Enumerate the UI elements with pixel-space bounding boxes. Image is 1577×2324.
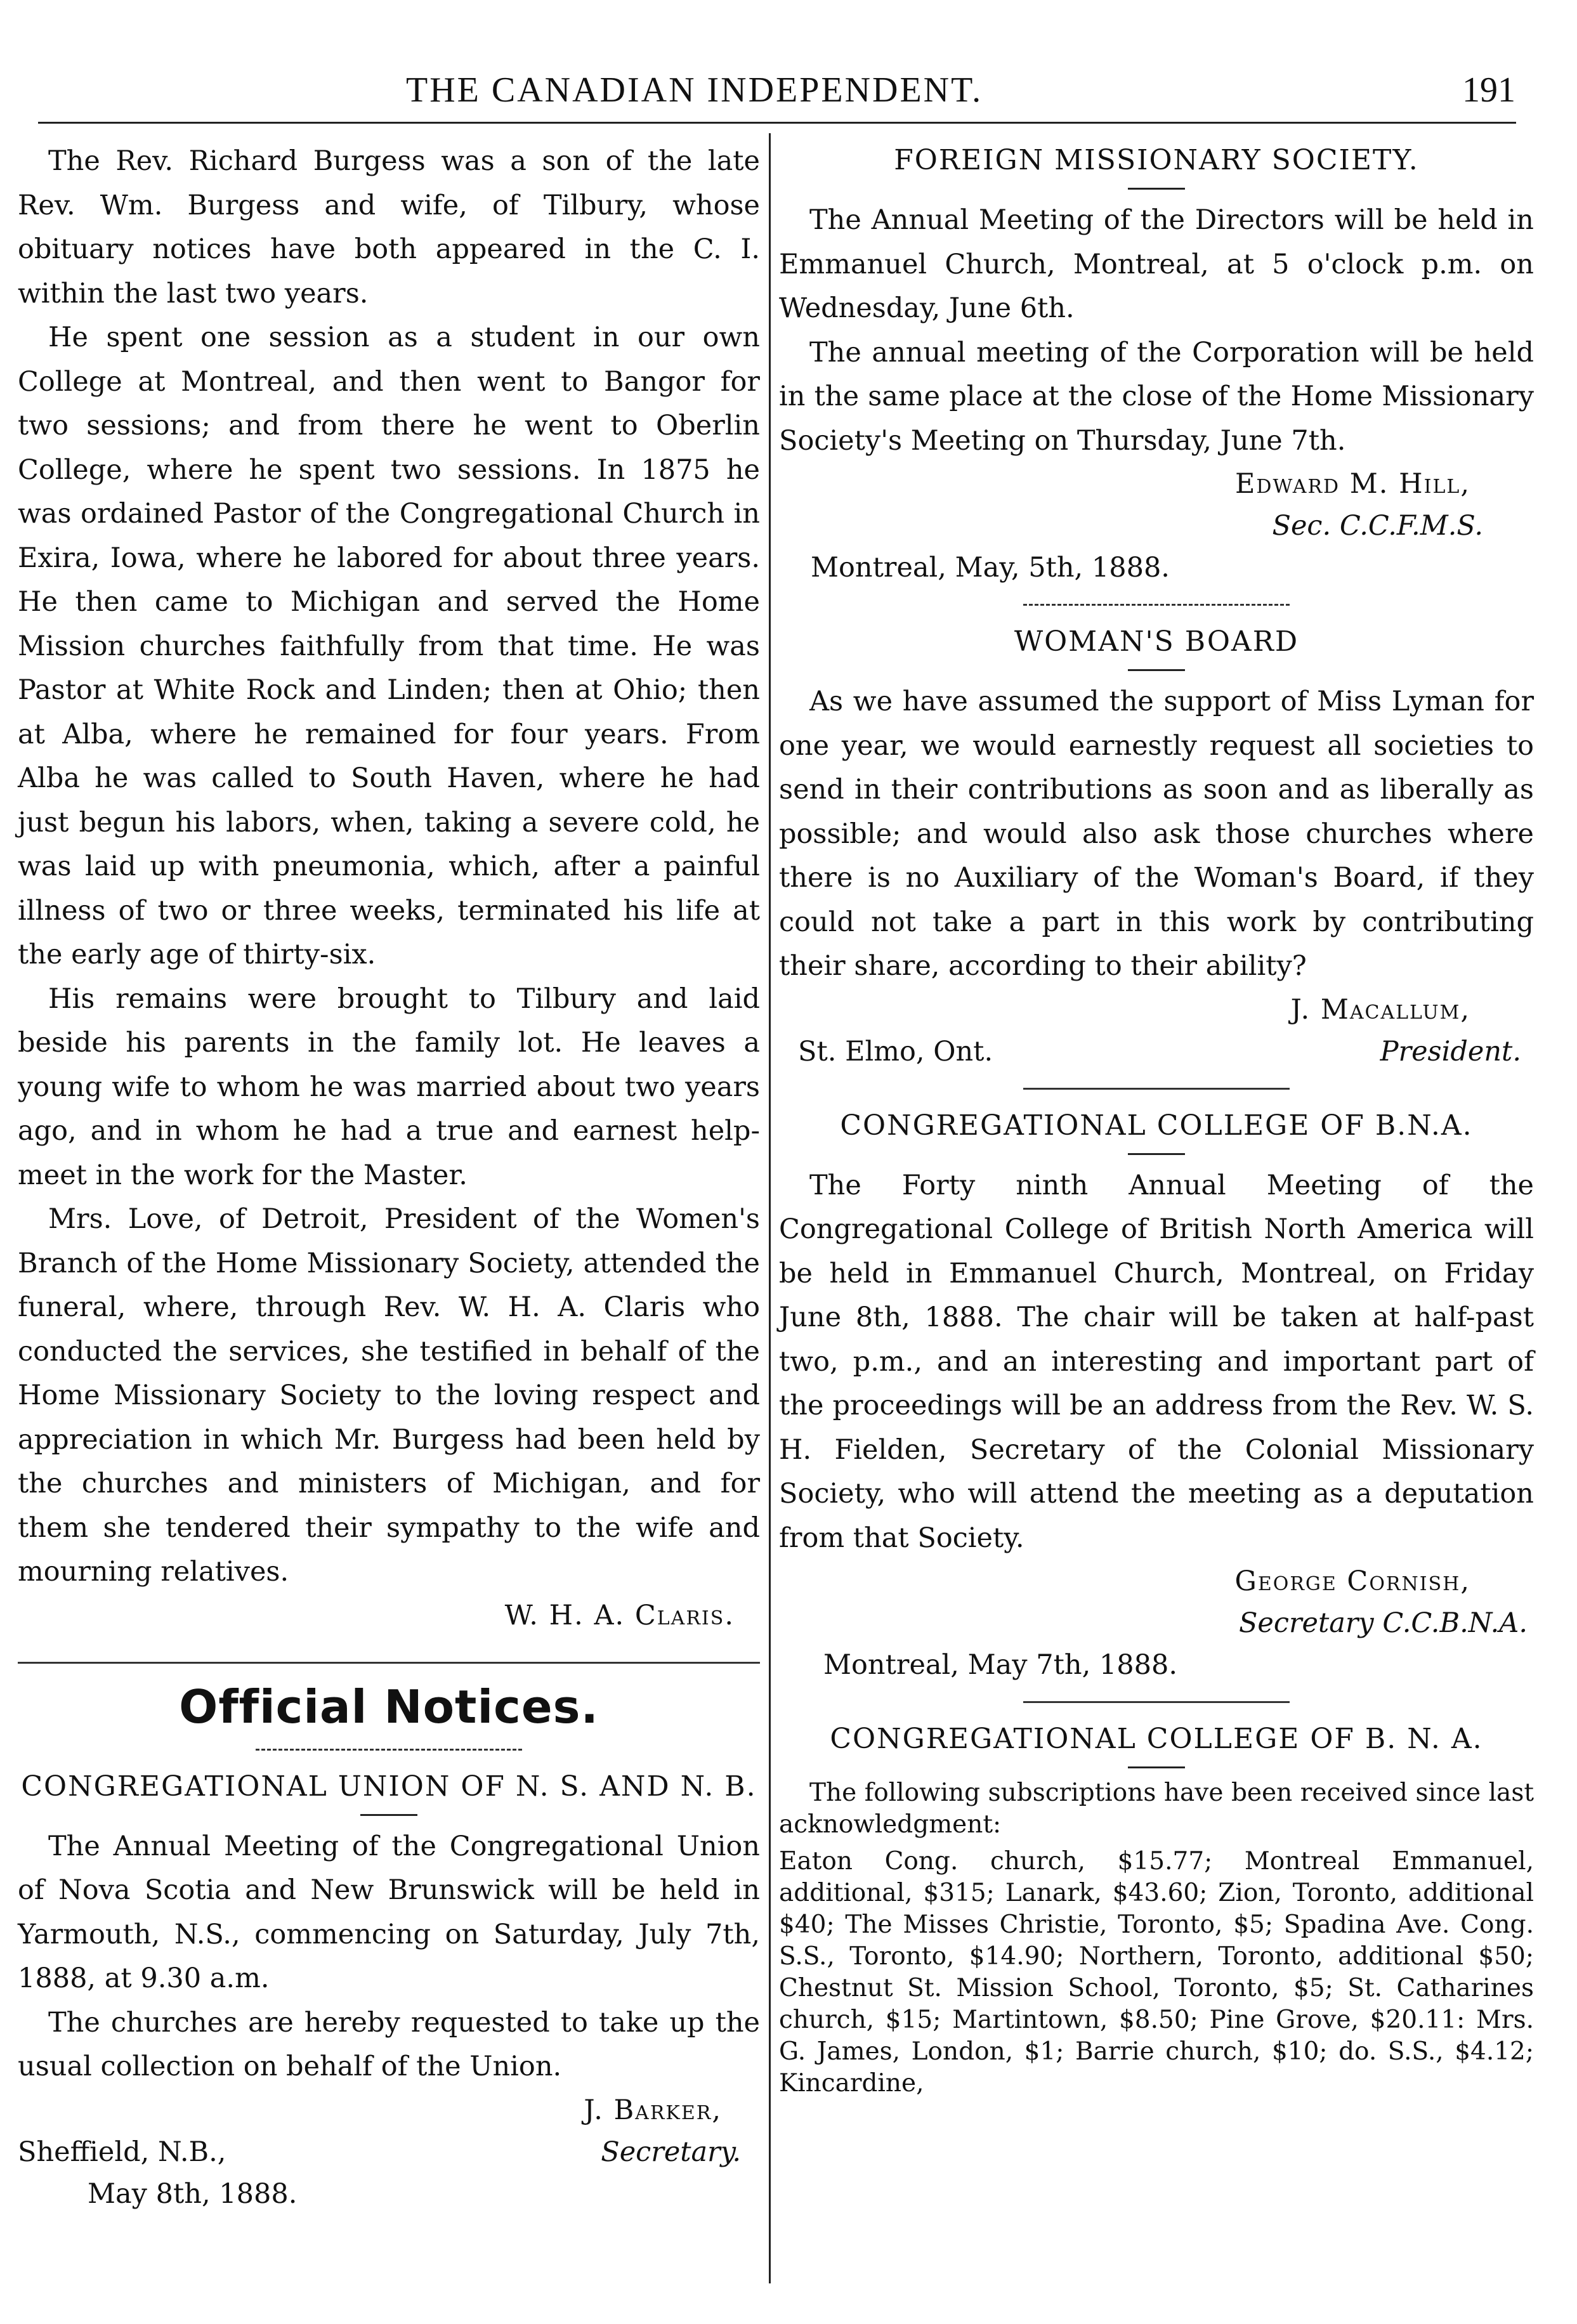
section-rule: [18, 1662, 760, 1664]
heading-rule: [360, 1814, 417, 1816]
union-secretary-title: Secretary.: [601, 2136, 741, 2168]
heading-rule: [1128, 1766, 1185, 1768]
foreign-secretary-title: Sec. C.C.F.M.S.: [1272, 510, 1483, 542]
subscriptions-list: Eaton Cong. church, $15.77; Montreal Emmanuel, additional, $315; Lanark, $43.60; Zion, Toronto, additional $40; The Misses Christie, Toronto, $5; Spadina Ave. Cong. S.S., Toronto, $14.90; Northern, Toronto, additional $50; Chestnut St. Mission School, Toronto, $5; St. Catharines church, $15; Martintown, $8.50; Pine Grove, $20.11: Mrs. G. James, London, $1; Barrie church, $10; do. S.S., $4.12; Kincardine,: [779, 1847, 1534, 2098]
foreign-paragraph-1: The Annual Meeting of the Directors will be held in Emmanuel Church, Montreal, at 5 o'clock p.m. on Wednesday, June 6th.: [779, 204, 1534, 324]
foreign-date: Montreal, May, 5th, 1888.: [811, 552, 1170, 584]
foreign-paragraph-2: The annual meeting of the Corporation will be held in the same place at the close of the Home Missionary Society's Meeting on Thursday, June 7th.: [779, 336, 1534, 457]
union-signature: J. Barker,: [584, 2094, 722, 2126]
womans-board-place: St. Elmo, Ont.: [798, 1035, 993, 1067]
union-signoff-row: [18, 2131, 760, 2173]
foreign-missionary-heading: FOREIGN MISSIONARY SOCIETY.: [894, 144, 1419, 176]
womans-board-signoff-row: [779, 1031, 1534, 1073]
heading-rule: [1128, 188, 1185, 190]
section-rule: [1023, 1701, 1290, 1703]
foreign-signature: Edward M. Hill,: [1235, 468, 1470, 500]
column-divider: [769, 133, 771, 2283]
union-heading: CONGREGATIONAL UNION OF N. S. AND N. B.: [21, 1770, 757, 1803]
college-secretary-title: Secretary C.C.B.N.A.: [1238, 1607, 1528, 1639]
obituary-paragraph-1: The Rev. Richard Burgess was a son of the late Rev. Wm. Burgess and wife, of Tilbury, whose obituary notices have both appeared in the C. I. within the last two years.: [18, 145, 760, 310]
college-heading: CONGREGATIONAL COLLEGE OF B.N.A.: [840, 1109, 1473, 1142]
obituary-paragraph-4: Mrs. Love, of Detroit, President of the Women's Branch of the Home Missionary Society, attended the funeral, where, through Rev. W. H. A. Claris who conducted the services, she testified in behalf of the Home Missionary Society to the loving respect and appreciation in which Mr. Burgess had been held by the churches and ministers of Michigan, and for them she tendered their sympathy to the wife and mourning relatives.: [18, 1203, 760, 1588]
womans-board-paragraph: As we have assumed the support of Miss Lyman for one year, we would earnestly request all societies to send in their contributions as soon and as liberally as possible; and would also ask those churches where there is no Auxiliary of the Woman's Board, if they could not take a part in this work by contributing their share, according to their ability?: [779, 686, 1534, 982]
womans-board-signature: J. Macallum,: [1290, 993, 1470, 1026]
college-date: Montreal, May 7th, 1888.: [823, 1649, 1178, 1681]
official-notices-title: Official Notices.: [179, 1680, 599, 1733]
heading-rule: [1128, 1153, 1185, 1155]
section-dash-rule: [256, 1749, 522, 1751]
womans-board-president-title: President.: [1380, 1035, 1521, 1067]
heading-rule: [1128, 669, 1185, 671]
womans-board-heading: WOMAN'S BOARD: [1014, 625, 1299, 658]
subscriptions-intro: The following subscriptions have been received since last acknowledgment:: [779, 1779, 1534, 1839]
college-paragraph: The Forty ninth Annual Meeting of the Congregational College of British North America will be held in Emmanuel Church, Montreal, on Friday June 8th, 1888. The chair will be taken at half-past two, p.m., and an interesting and important part of the proceedings will be an address from the Rev. W. S. H. Fielden, Secretary of the Colonial Missionary Society, who will attend the meeting as a deputation from that Society.: [779, 1169, 1534, 1554]
page-header: [0, 70, 1577, 127]
obituary-paragraph-2: He spent one session as a student in our own College at Montreal, and then went to Bangor for two sessions; and from there he went to Oberlin College, where he spent two sessions. In 1875 he was ordained Pastor of the Congregational Church in Exira, Iowa, where he labored for about three years. He then came to Michigan and served the Home Mission churches faithfully from that time. He was Pastor at White Rock and Linden; then at Ohio; then at Alba, where he remained for four years. From Alba he was called to South Haven, where he had just begun his labors, when, taking a severe cold, he was laid up with pneumonia, which, after a painful illness of two or three weeks, terminated his life at the early age of thirty-six.: [18, 322, 760, 970]
left-column: [18, 140, 760, 2215]
union-paragraph-2: The churches are hereby requested to take up the usual collection on behalf of the Union.: [18, 2006, 760, 2082]
obituary-signature: W. H. A. Claris.: [504, 1599, 735, 1631]
section-rule: [1023, 1088, 1290, 1090]
union-paragraph-1: The Annual Meeting of the Congregational Union of Nova Scotia and New Brunswick will be held in Yarmouth, N.S., commencing on Saturday, July 7th, 1888, at 9.30 a.m.: [18, 1830, 760, 1994]
right-column: [779, 140, 1534, 2099]
section-dash-rule: [1023, 604, 1290, 606]
college-signature: George Cornish,: [1234, 1565, 1470, 1597]
header-rule: [38, 122, 1516, 124]
obituary-paragraph-3: His remains were brought to Tilbury and laid beside his parents in the family lot. He leaves a young wife to whom he was married about two years ago, and in whom he had a true and earnest help-meet in the work for the Master.: [18, 982, 760, 1191]
page-number: 191: [1462, 70, 1515, 110]
union-date: May 8th, 1888.: [88, 2177, 298, 2210]
union-place: Sheffield, N.B.,: [18, 2136, 226, 2168]
publication-title: THE CANADIAN INDEPENDENT.: [406, 70, 983, 110]
college-subscriptions-heading: CONGREGATIONAL COLLEGE OF B. N. A.: [830, 1723, 1483, 1755]
